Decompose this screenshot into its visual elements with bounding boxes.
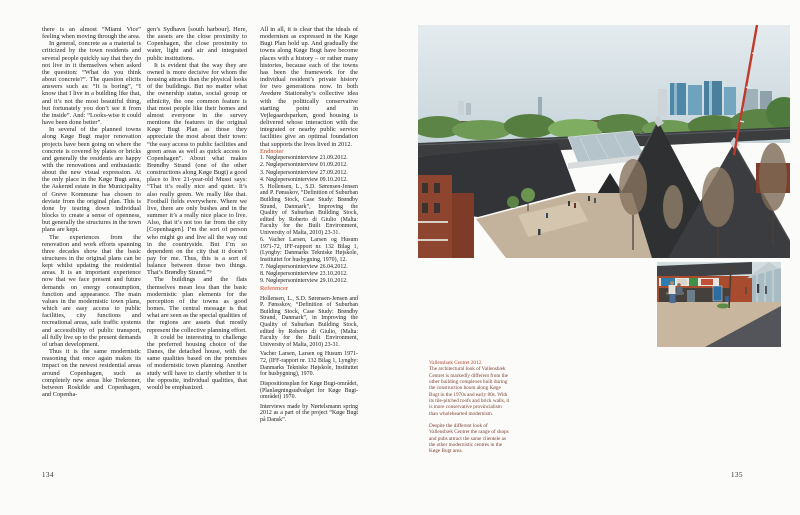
endnotes-section <box>260 148 358 285</box>
endnote-item: 2. Nøglepersoninterview 01.09.2012. <box>260 162 348 169</box>
endnote-item: 9. Nøglepersoninterview 29.10.2012. <box>260 278 348 285</box>
endnote-item: 6. Vacher Larsen, Larsen og Husum 1971-72, IFF-rapport nr. 132 Bilag 1, (Lyngby: Danmarks Tekniske Højskole, Instituttet for husbygning, 1970), 12. <box>260 237 358 263</box>
body-paragraph: there is an almost “Miami Vice” feeling when moving through the area. <box>42 26 141 41</box>
body-paragraph: The buildings and the flats themselves mean less than the basic modernistic plan elements for the perception of the towns as good homes. The central message is that what are seen as the special qualities of the regions are assets that mostly represent the collective planning effort. <box>147 276 247 334</box>
page-number-right: 135 <box>731 471 743 479</box>
reference-item: Dispositionsplan for Køge Bugt-området, (Planlægningsudvalget for Køge Bugt-området) 1970. <box>260 380 358 401</box>
reference-item: Interviews made by Nørtelsmann spring 2012 as a part of the project “Køge Bugt på Dansk”. <box>260 403 358 423</box>
body-paragraph: In general, concrete as a material is criticized by the town residents and several people quickly say that they do not live in it themselves when asked the question: “What do you think about concrete?”. The question elicits answers such as: “It is boring”, “I know that I live in a building like that, and it’s not the most beautiful thing, but fortunately you don’t see it from the inside”. And: “Looks-wise it could have been done better”. <box>42 40 141 127</box>
advert-board <box>713 286 722 301</box>
left-page-column-1 <box>42 26 141 398</box>
body-paragraph: It is evident that the way they are owned is more decisive for whom the housing attracts than the physical looks of the buildings. But no matter what the ownership status, social group or ethnicity, the one common feature is that most people like their homes and almost everyone in the survey mentions the features in the original Køge Bugt Plan as those they appreciate the most about their town: “the easy access to public facilities and green areas as well as quick access to Copenhagen”. About what makes Brøndby Strand (one of the other constructions along Køge Bugt) a good place to live 21-year-old Mussi says: “That it’s really nice and quiet. It’s also really green. We really like that. Football fields everywhere. Where we live, there are only bushes and in the summer it’s a really nice place to live. Also, that it’s not too far from the city [Copenhagen]. I’m the sort of person who might go and live all the way out in the countryside. But I’m so dependent on the city that it doesn’t pay for me. Thus, this is a sort of balance between those two things. That’s Brøndby Strand.”⁹ <box>147 61 247 277</box>
body-paragraph: The experiences from the renovation and work efforts spanning three decades show that the basic structures in the original plans can be kept whilst updating the residential areas. It is an important experience now that we face present and future demands on energy consumption, function and appearance. The main values in the modernistic town plans, which are easy access to public facilities, city functions and recreational areas, safe traffic systems and accessibility of public transport, all fully live up to the present demands of urban development. <box>42 233 141 348</box>
body-paragraph: It could be interesting to challenge the preferred housing choice of the Danes, the detached house, with the same qualities based on the premises of modernistic town planning. Another study will have to clarify whether it is the opposite, individual qualities, that would be emphasized. <box>147 333 247 391</box>
endnote-item: 3. Nøglepersoninterview 27.09.2012. <box>260 169 348 176</box>
photo-caption <box>429 360 510 455</box>
endnotes-heading: Endnoter <box>260 147 284 155</box>
references-section <box>260 285 358 423</box>
caption-paragraph: Despite the different look of Vallensbæk Centret the range of shops and pubs attract the same clientele as the other modernistic centres in the Køge Bugt area. <box>429 423 509 455</box>
endnote-item: 1. Nøglepersoninterview 21.09.2012. <box>260 155 348 162</box>
aerial-photo-illustration <box>418 25 790 258</box>
page-number-left: 134 <box>42 471 54 479</box>
shop-signs <box>659 278 719 286</box>
references-heading: Referencer <box>260 285 289 293</box>
body-paragraph: In several of the planned towns along Køge Bugt major renovation projects have been going on where the concrete is covered by plates or bricks and generally the residents are happy with the renovations and enthusiastic about the new visual expression. At the only place in the Køge Bugt area, the Askerød estate in the Municipality of Greve Kommune has chosen to deviate from the original plan. This is done by tearing down individual blocks to create a sense of openness, but generally the structures in the town plans are kept. <box>42 126 142 234</box>
shopping-street-photo <box>657 262 781 347</box>
shop-door <box>687 290 695 302</box>
endnote-item: 5. Hollensen, L., S.D. Sørensen-Jensen and P. Fønsskov, “Definition of Suburban Building Stock, Case Study: Brøndby Strand, Danmark”, Improving the Quality of Suburban Building Stock, edited by Roberto di Giulio (Malta: Faculty for the Built Environment, University of Malta, 2010) 23-31. <box>260 183 358 237</box>
aerial-town-centre-photo <box>418 25 790 258</box>
reference-item: Hollensen, L., S.D. Sørensen-Jensen and P. Fønsskov, “Definition of Suburban Building Stock, Case Study: Brøndby Strand, Danmark”, in Improving the Quality of Suburban Building Stock, edited by Roberto di Giulio, (Malta: Faculty for the Built Environment, University of Malta, 2010) 23-31. <box>260 295 358 348</box>
left-page-column-3 <box>260 26 358 427</box>
bin <box>725 296 729 302</box>
reference-item: Vacher Larsen, Larsen og Husum 1971-72, (IFF-rapport nr. 132 Bilag 1, Lyngby: Danmarks Tekniske Højskole, Instituttet for husbygning), 1970. <box>260 351 358 378</box>
endnote-item: 7. Nøglepersoninterview 26.04.2012. <box>260 264 348 271</box>
left-page-column-2 <box>147 26 247 391</box>
body-paragraph: Thus it is the same modernistic reasoning that once again makes its impact on the newest residential areas around Copenhagen, such as completely new areas like Trekroner, between Roskilde and Copenhagen, and Copenha- <box>42 348 141 398</box>
street-photo-illustration <box>657 262 781 347</box>
caption-title: Vallensbæk Centret 2012. <box>429 360 483 366</box>
closing-paragraph: All in all, it is clear that the ideals of modernism as expressed in the Køge Bugt Plan hold up. And gradually the towns along Køge Bugt have become places with a history – or rather many histories, because each of the towns has been the framework for the individual resident’s private history for two generations now. In both Avedøre Stationsby’s collective idea with the politically conservative starting point and in Vejlegaardsparken, good housing is delivered whose interaction with the integrated or nearby public service facilities give an optimal foundation that supports the lives lived in 2012. <box>260 26 358 148</box>
caption-paragraph: The architectural look of Vallensbæk Centret is markedly different from the other building complexes built during the construction boom along Køge Bugt in the 1970s and early 80s. With its tile-pitched roofs and brick walls, it is more conservative provincialism than wholehearted modernism. <box>429 366 510 417</box>
body-paragraph: gen’s Sydhavn [south harbour]. Here, the assets are the close proximity to Copenhagen, the close proximity to water, light and air and integrated public institutions. <box>147 26 247 62</box>
endnote-item: 8. Nøglepersoninterview 23.10.2012. <box>260 271 348 278</box>
endnote-item: 4. Nøglepersoninterview 09.10.2012. <box>260 176 348 183</box>
